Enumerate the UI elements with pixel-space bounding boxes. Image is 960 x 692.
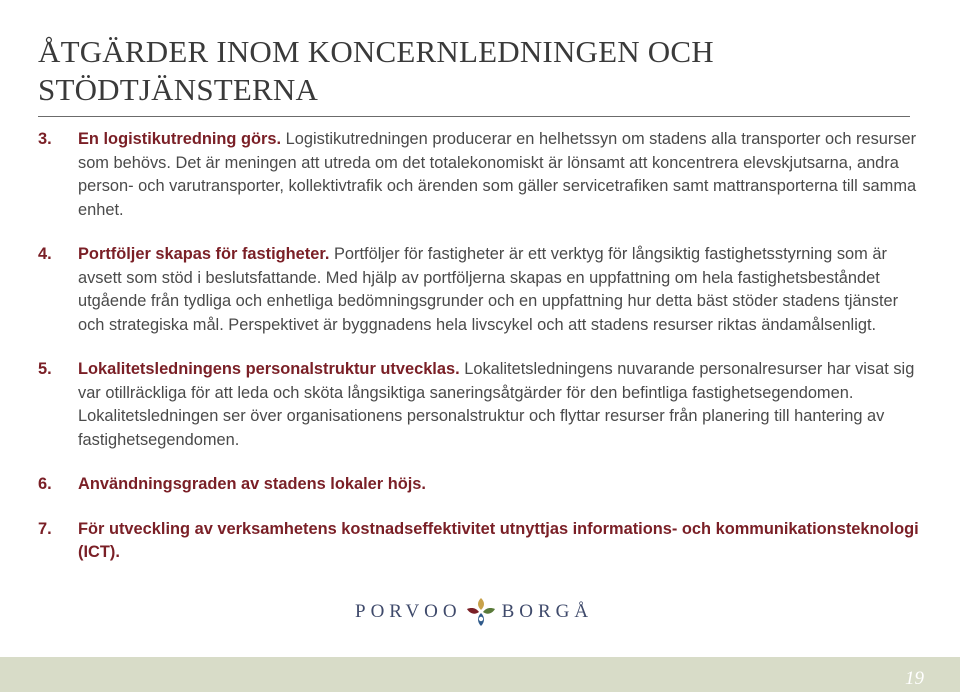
title-divider <box>38 116 910 117</box>
measure-list <box>38 128 923 565</box>
item-number: 4. <box>38 245 52 263</box>
list-item <box>38 518 923 565</box>
slide-title-line-1: ÅTGÄRDER INOM KONCERNLEDNINGEN OCH <box>38 34 714 69</box>
list-item <box>38 473 923 497</box>
item-lead: Portföljer skapas för fastigheter. <box>78 245 330 263</box>
page-number: 19 <box>905 668 924 689</box>
logo-text-borga: BORGÅ <box>501 601 594 622</box>
item-body: Portföljer för fastigheter är ett verktyg för långsiktig fastighetsstyrning som är avsett som stöd i beslutsfattande. Med hjälp av portföljerna skapas en uppfattning om hela fastighetsbeståndet utgående från tydliga och enhetliga bedömningsgrunder och en uppfattning hur detta bäst stöder stadens tjänster och strategiska mål. Perspektivet är byggnadens hela livscykel och att stadens resurser riktas ändamålsenligt. <box>78 245 899 334</box>
footer-bar <box>0 657 960 692</box>
porvoo-borga-emblem-icon <box>464 595 498 629</box>
slide-title <box>38 33 898 109</box>
item-lead: För utveckling av verksamhetens kostnadseffektivitet utnyttjas informations- och kommunikationsteknologi (ICT). <box>78 519 919 561</box>
slide-title-line-2: STÖDTJÄNSTERNA <box>38 72 319 107</box>
item-number: 6. <box>38 475 52 493</box>
list-item <box>38 128 923 222</box>
item-lead: Lokalitetsledningens personalstruktur utvecklas. <box>78 360 460 378</box>
item-number: 3. <box>38 130 52 148</box>
list-item <box>38 243 923 337</box>
item-number: 5. <box>38 360 52 378</box>
item-body: Lokalitetsledningens nuvarande personalresurser har visat sig var otillräckliga för att leda och sköta långsiktiga saneringsåtgärder för den befintliga fastighetsegendomen. Lokalitetsledningen ser över organisationens personalstruktur och flyttar resurser från planering till hantering av fastighetsegendomen. <box>78 360 915 449</box>
item-lead: En logistikutredning görs. <box>78 130 282 148</box>
logo-text-porvoo: PORVOO <box>355 601 462 622</box>
item-lead: Användningsgraden av stadens lokaler höjs. <box>78 475 426 493</box>
list-item <box>38 358 923 452</box>
porvoo-borga-logo <box>355 592 615 632</box>
item-number: 7. <box>38 519 52 538</box>
item-body: Logistikutredningen producerar en helhetssyn om stadens alla transporter och resurser som behövs. Det är meningen att utreda om det totalekonomiskt är lönsamt att koncentrera elevskjutsarna, andra person- och varutransporter, kollektivtrafik och ärenden som gäller servicetrafiken samt mattransporterna till samma enhet. <box>78 130 917 219</box>
